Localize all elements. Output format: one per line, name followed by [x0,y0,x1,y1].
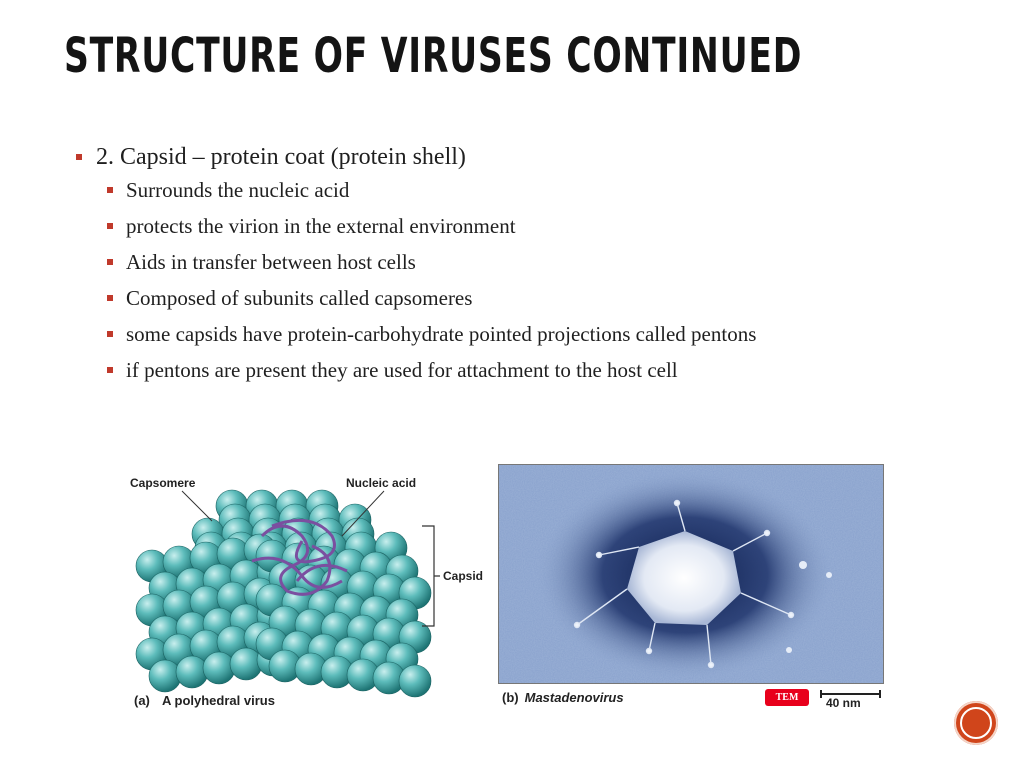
main-bullet [76,141,876,173]
sub-bullet-text: Composed of subunits called capsomeres [126,286,473,310]
bullet-marker-icon [107,187,113,193]
scale-bar [820,690,882,710]
capsomere-label: Capsomere [130,476,196,490]
scale-label: 40 nm [826,696,861,710]
sub-bullet-text: Aids in transfer between host cells [126,250,416,274]
micrograph-image [499,465,883,683]
sub-bullet-list [76,177,876,383]
capsid-bracket [422,526,440,626]
figure-b-caption [502,690,630,705]
main-bullet-text: 2. Capsid – protein coat (protein shell) [96,144,466,170]
sub-bullet-text: Surrounds the nucleic acid [126,178,350,202]
bullet-marker-icon [76,154,82,160]
capsid-label: Capsid [443,569,484,583]
slide-title: STRUCTURE OF VIRUSES CONTINUED [64,28,803,84]
bullet-marker-icon [107,331,113,337]
sub-bullet-text: protects the virion in the external environment [126,214,516,238]
mastadenovirus-micrograph [498,464,884,684]
sub-bullet [76,321,876,347]
bullet-marker-icon [107,295,113,301]
tem-badge: TEM [765,689,809,706]
nucleic-acid-label: Nucleic acid [346,476,417,490]
bullet-marker-icon [107,223,113,229]
sub-bullet-text: some capsids have protein-carbohydrate pointed projections called pentons [126,322,757,346]
capsomere-pointer [182,491,212,521]
sub-bullet [76,249,876,275]
sub-bullet-text: if pentons are present they are used for attachment to the host cell [126,358,678,382]
sub-bullet [76,285,876,311]
sub-bullet [76,177,876,203]
capsomere-sphere [399,665,431,697]
bullet-marker-icon [107,259,113,265]
bullet-marker-icon [107,367,113,373]
bullet-list [76,141,876,393]
sub-bullet [76,357,876,383]
figure-a-letter: (a) [134,693,150,708]
figure-b-letter: (b) [502,690,519,705]
sub-bullet [76,213,876,239]
figure-a-caption: A polyhedral virus [162,693,275,708]
polyhedral-virus-illustration [122,466,492,716]
slide-nav-circle-icon[interactable] [954,701,998,745]
figure-b-caption-text: Mastadenovirus [524,690,624,705]
polyhedral-virus-figure [122,466,492,716]
